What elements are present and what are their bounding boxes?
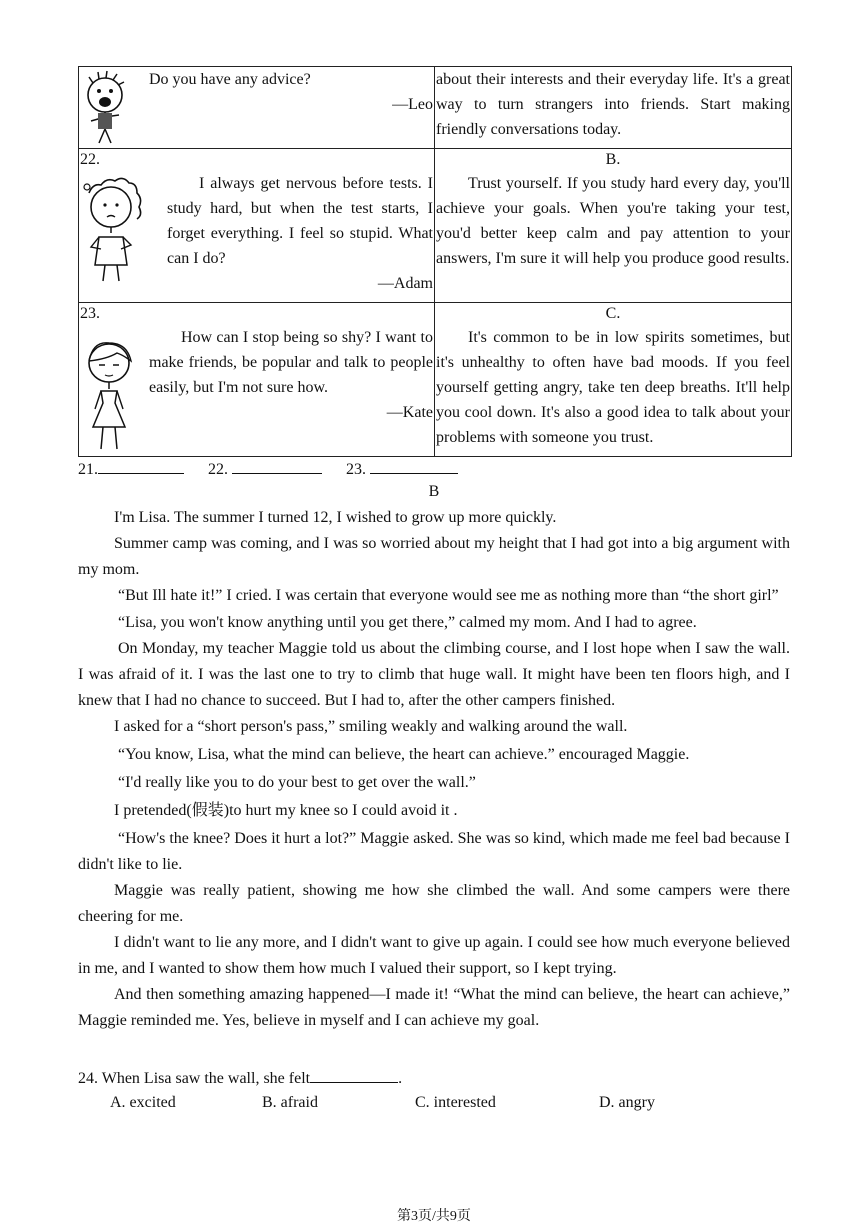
paragraph: I pretended(假装)to hurt my knee so I could avoid it .	[114, 802, 458, 819]
question-cell-leo	[79, 67, 435, 149]
blank-23[interactable]	[370, 457, 458, 474]
paragraph: And then something amazing happened—I made it! “What the mind can believe, the heart can achieve,” Maggie reminded me. Yes, believe in myself and I can achieve my goal.	[78, 986, 790, 1029]
blank-label-23: 23.	[346, 461, 366, 478]
signature: —Adam	[377, 275, 433, 292]
reading-passage	[78, 505, 790, 1034]
paragraph: I didn't want to lie any more, and I didn't want to give up again. I could see how much everyone believed in me, and I wanted to show them how much I valued their support, so I kept trying.	[78, 934, 790, 977]
question-stem: 24. When Lisa saw the wall, she felt	[78, 1070, 311, 1087]
page-footer: 第3页/共9页	[397, 1209, 471, 1224]
blank-24[interactable]	[310, 1066, 398, 1083]
answer-cell-a-continued	[435, 67, 792, 149]
answer-blanks	[78, 457, 458, 480]
paragraph: I'm Lisa. The summer I turned 12, I wished to grow up more quickly.	[114, 509, 557, 526]
question-cell-adam	[79, 149, 435, 303]
option-c[interactable]: C. interested	[415, 1094, 496, 1111]
option-b[interactable]: B. afraid	[262, 1094, 318, 1111]
question-24	[78, 1066, 402, 1090]
answer-text: about their interests and their everyday life. It's a great way to turn strangers into friends. Start making friendly conversations today.	[436, 71, 790, 138]
nervous-girl-illustration	[81, 175, 151, 295]
paragraph: “Lisa, you won't know anything until you get there,” calmed my mom. And I had to agree.	[118, 614, 697, 631]
answer-cell-c	[435, 303, 792, 457]
paragraph: “I'd really like you to do your best to get over the wall.”	[118, 774, 476, 791]
blank-label-21: 21.	[78, 461, 98, 478]
signature: —Kate	[386, 404, 433, 421]
question-end-punct: .	[398, 1070, 403, 1087]
question-text: I always get nervous before tests. I study hard, but when the test starts, I forget everything. I feel so stupid. What can I do?	[167, 175, 433, 267]
section-title: B	[428, 483, 440, 500]
question-number: 22.	[80, 151, 100, 168]
question-text: How can I stop being so shy? I want to make friends, be popular and talk to people easily, but I'm not sure how.	[149, 329, 433, 396]
answer-letter: B.	[605, 151, 621, 168]
paragraph: Summer camp was coming, and I was so worried about my height that I had got into a big argument with my mom.	[78, 535, 790, 578]
blank-label-22: 22.	[208, 461, 228, 478]
answer-text: Trust yourself. If you study hard every day, you'll achieve your goals. When you're taking your test, you'd better keep calm and pay attention to your answers, I'm sure it will help you produce good results.	[436, 175, 790, 267]
option-d[interactable]: D. angry	[599, 1094, 655, 1111]
signature: —Leo	[392, 96, 433, 113]
matching-table	[78, 66, 792, 457]
table-row	[79, 149, 792, 303]
table-row	[79, 303, 792, 457]
paragraph: “How's the knee? Does it hurt a lot?” Maggie asked. She was so kind, which made me feel bad because I didn't like to lie.	[78, 830, 790, 873]
answer-cell-b	[435, 149, 792, 303]
blank-22[interactable]	[232, 457, 322, 474]
paragraph: “You know, Lisa, what the mind can believe, the heart can achieve.” encouraged Maggie.	[118, 746, 690, 763]
paragraph: I asked for a “short person's pass,” smiling weakly and walking around the wall.	[114, 718, 628, 735]
question-text: Do you have any advice?	[149, 71, 311, 88]
paragraph: On Monday, my teacher Maggie told us about the climbing course, and I lost hope when I saw the wall. I was afraid of it. I was the last one to try to climb that huge wall. It might have been ten floors high, and I knew that I had no chance to succeed. But I had to, after the other campers finished.	[78, 640, 790, 709]
answer-letter: C.	[605, 305, 621, 322]
table-row	[79, 67, 792, 149]
answer-text: It's common to be in low spirits sometimes, but it's unhealthy to often have bad moods. If you feel yourself getting angry, take ten deep breaths. It'll help you cool down. It's also a good idea to talk about your problems with someone you trust.	[436, 329, 790, 446]
blank-21[interactable]	[98, 457, 184, 474]
crying-boy-illustration	[81, 69, 137, 155]
paragraph: “But Ill hate it!” I cried. I was certain that everyone would see me as nothing more than “the short girl”	[118, 587, 779, 604]
question-number: 23.	[80, 305, 100, 322]
option-a[interactable]: A. excited	[110, 1094, 176, 1111]
paragraph: Maggie was really patient, showing me how she climbed the wall. And some campers were there cheering for me.	[78, 882, 790, 925]
question-cell-kate	[79, 303, 435, 457]
shy-girl-illustration	[81, 337, 141, 461]
